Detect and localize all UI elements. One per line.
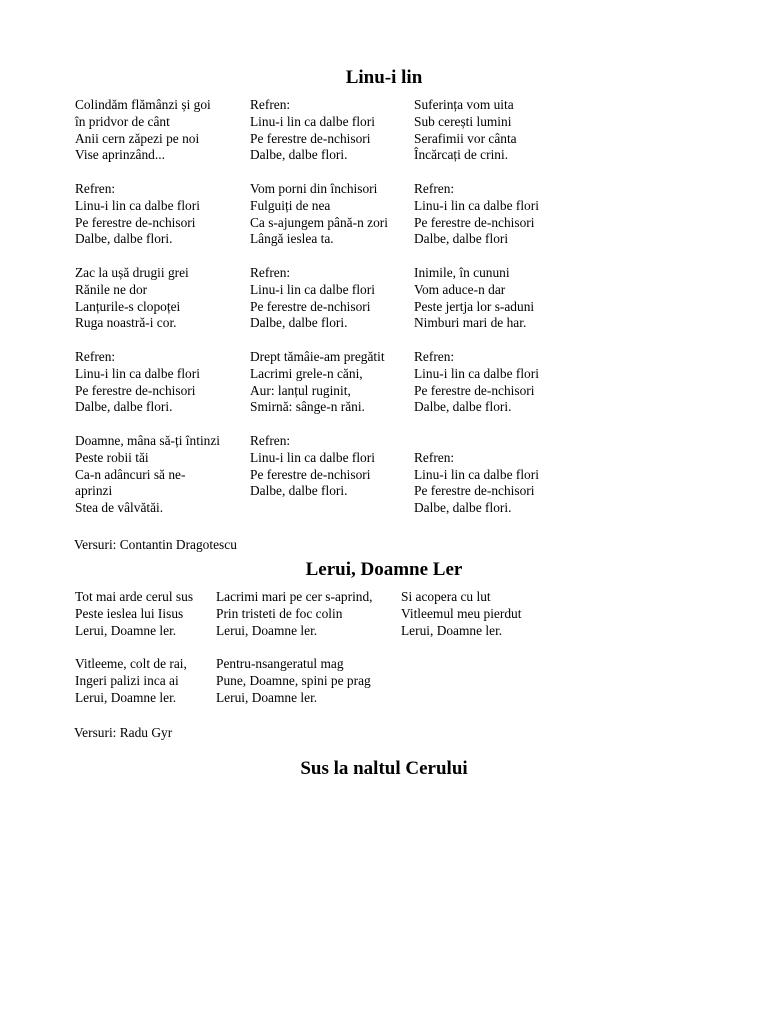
verse-line: Suferința vom uita — [414, 97, 514, 112]
song1-credit: Versuri: Contantin Dragotescu — [74, 537, 237, 552]
verse-line: Lanțurile-s clopoței — [75, 298, 181, 314]
verse-line: Încărcați de crini. — [414, 147, 509, 163]
song2-credit: Versuri: Radu Gyr — [74, 725, 173, 740]
song1-column-1 — [75, 97, 220, 517]
stanza — [250, 433, 388, 500]
verse-line: Rănile ne dor — [75, 281, 148, 297]
verse-line: Aur: lanțul ruginit, — [250, 382, 351, 398]
stanza — [75, 589, 193, 639]
verse-line: Pe ferestre de-nchisori — [250, 130, 371, 146]
verse-line: în pridvor de cânt — [75, 113, 170, 129]
verse-line: Zac la ușă drugii grei — [75, 264, 189, 280]
verse-line: Linu-i lin ca dalbe flori — [414, 466, 539, 482]
verse-line: Refren: — [250, 97, 291, 112]
verse-line: Refren: — [250, 432, 291, 448]
verse-line: Tot mai arde cerul sus — [75, 589, 194, 604]
verse-line: aprinzi — [75, 483, 113, 499]
verse-line: Pentru-nsangeratul mag — [216, 656, 344, 672]
stanza — [401, 589, 521, 639]
song2-column-3 — [401, 589, 521, 639]
song-title-sus-la-naltul-cerului: Sus la naltul Cerului — [300, 758, 468, 779]
verse-line: Pe ferestre de-nchisori — [75, 214, 196, 230]
verse-line: Fulguiți de nea — [250, 197, 331, 213]
verse-line: Ca s-ajungem până-n zori — [250, 214, 388, 230]
stanza — [414, 181, 539, 248]
verse-line: Pune, Doamne, spini pe prag — [216, 672, 371, 688]
verse-line: Dalbe, dalbe flori — [414, 231, 509, 247]
verse-line: Pe ferestre de-nchisori — [414, 382, 535, 398]
stanza — [75, 181, 220, 248]
verse-line: Colindăm flămânzi și goi — [75, 97, 211, 112]
song2-column-2 — [216, 589, 373, 707]
verse-line: Ruga noastră-i cor. — [75, 315, 177, 331]
verse-line: Stea de vâlvătăi. — [75, 500, 164, 516]
song1-column-2 — [250, 97, 388, 500]
verse-line: Sub cerești lumini — [414, 113, 512, 129]
verse-line: Dalbe, dalbe flori. — [414, 399, 512, 415]
verse-line: Peste jertja lor s-aduni — [414, 298, 535, 314]
verse-line: Refren: — [414, 180, 455, 196]
verse-line: Ingeri palizi inca ai — [75, 672, 179, 688]
verse-line: Lacrimi grele-n căni, — [250, 365, 363, 381]
stanza — [250, 97, 388, 164]
verse-line: Anii cern zăpezi pe noi — [75, 130, 200, 146]
verse-line: Refren: — [75, 348, 116, 364]
verse-line: Si acopera cu lut — [401, 589, 491, 604]
verse-line: Smirnă: sânge-n răni. — [250, 399, 365, 415]
stanza — [414, 97, 539, 164]
verse-line: Linu-i lin ca dalbe flori — [75, 365, 200, 381]
verse-line: Lerui, Doamne ler. — [216, 689, 318, 705]
stanza — [414, 349, 539, 416]
song-title-linui-lin: Linu-i lin — [345, 67, 423, 88]
verse-line: Lerui, Doamne ler. — [75, 622, 177, 638]
verse-line: Pe ferestre de-nchisori — [250, 466, 371, 482]
verse-line: Pe ferestre de-nchisori — [250, 298, 371, 314]
verse-line: Pe ferestre de-nchisori — [414, 483, 535, 499]
verse-line: Linu-i lin ca dalbe flori — [414, 365, 539, 381]
song1-column-3 — [414, 97, 539, 517]
stanza — [75, 349, 220, 416]
verse-line: Doamne, mâna să-ți întinzi — [75, 432, 221, 448]
verse-line: Nimburi mari de har. — [414, 315, 527, 331]
stanza — [216, 589, 373, 639]
verse-line: Serafimii vor cânta — [414, 130, 517, 146]
verse-line: Dalbe, dalbe flori. — [250, 147, 348, 163]
verse-line: Lacrimi mari pe cer s-aprind, — [216, 589, 373, 604]
verse-line: Dalbe, dalbe flori. — [75, 231, 173, 247]
verse-line: Dalbe, dalbe flori. — [250, 315, 348, 331]
stanza — [414, 265, 539, 332]
verse-line: Linu-i lin ca dalbe flori — [250, 449, 375, 465]
verse-line — [414, 433, 539, 450]
stanza — [75, 433, 220, 517]
verse-line: Refren: — [414, 449, 455, 465]
verse-line: Lerui, Doamne ler. — [216, 622, 318, 638]
verse-line: Prin tristeti de foc colin — [216, 605, 343, 621]
stanza — [216, 656, 373, 706]
song2-column-1 — [75, 589, 193, 707]
stanza — [250, 349, 388, 416]
verse-line: Ca-n adâncuri să ne- — [75, 466, 186, 482]
verse-line: Vom aduce-n dar — [414, 281, 506, 297]
verse-line: Pe ferestre de-nchisori — [75, 382, 196, 398]
stanza — [75, 656, 193, 706]
verse-line: Linu-i lin ca dalbe flori — [75, 197, 200, 213]
stanza — [414, 433, 539, 517]
verse-line: Pe ferestre de-nchisori — [414, 214, 535, 230]
verse-line: Refren: — [414, 348, 455, 364]
verse-line: Dalbe, dalbe flori. — [75, 399, 173, 415]
verse-line: Drept tămâie-am pregătit — [250, 348, 385, 364]
verse-line: Dalbe, dalbe flori. — [414, 500, 512, 516]
verse-line: Lângă ieslea ta. — [250, 231, 334, 247]
verse-line: Peste ieslea lui Iisus — [75, 605, 184, 621]
stanza — [75, 97, 220, 164]
verse-line: Refren: — [250, 264, 291, 280]
verse-line: Vitleeme, colt de rai, — [75, 656, 187, 672]
verse-line: Vom porni din închisori — [250, 180, 378, 196]
verse-line: Lerui, Doamne ler. — [75, 689, 177, 705]
verse-line: Vitleemul meu pierdut — [401, 605, 522, 621]
stanza — [250, 181, 388, 248]
verse-line: Refren: — [75, 180, 116, 196]
stanza — [75, 265, 220, 332]
verse-line: Vise aprinzând... — [75, 147, 165, 163]
verse-line: Lerui, Doamne ler. — [401, 622, 503, 638]
verse-line: Linu-i lin ca dalbe flori — [250, 281, 375, 297]
stanza — [250, 265, 388, 332]
verse-line: Peste robii tăi — [75, 449, 149, 465]
verse-line: Linu-i lin ca dalbe flori — [250, 113, 375, 129]
verse-line: Inimile, în cununi — [414, 264, 510, 280]
verse-line: Dalbe, dalbe flori. — [250, 483, 348, 499]
song-title-lerui-doamne-ler: Lerui, Doamne Ler — [305, 559, 463, 580]
verse-line: Linu-i lin ca dalbe flori — [414, 197, 539, 213]
